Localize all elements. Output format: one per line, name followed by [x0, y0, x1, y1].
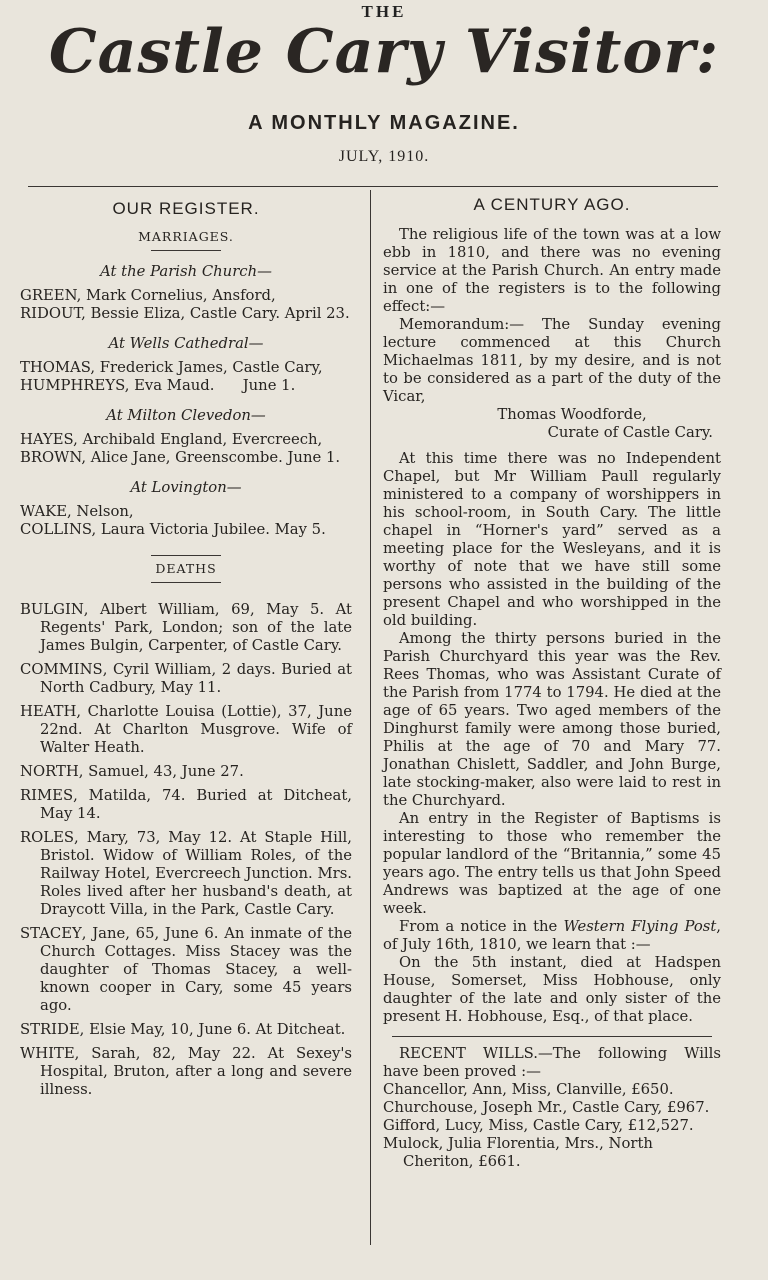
death-entry — [20, 601, 352, 655]
century-paragraph: An entry in the Register of Baptisms is interesting to those who remember the popular landlord of the “Britannia,” some 45 years ago. The entry tells us that John Speed Andrews was baptized at the age of one week. — [383, 810, 721, 917]
death-name: WHITE — [20, 1045, 75, 1062]
death-entry — [20, 1021, 352, 1039]
death-entry — [20, 1045, 352, 1099]
death-name: BULGIN — [20, 601, 84, 618]
deaths-rule-top — [151, 555, 221, 556]
death-text: , Elsie May, 10, June 6. At Ditcheat. — [79, 1021, 346, 1038]
marriage-group — [20, 479, 352, 539]
death-name: STRIDE — [20, 1021, 80, 1038]
marriage-group — [20, 335, 352, 395]
signature-name: Thomas Woodforde, — [497, 406, 647, 423]
marriage-place: At Wells Cathedral— — [108, 335, 264, 352]
marriage-place: At the Parish Church— — [100, 263, 272, 280]
century-paragraph — [383, 918, 721, 954]
death-entry — [20, 925, 352, 1015]
marriages-heading: MARRIAGES. — [138, 229, 234, 244]
issue-date: JULY, 1910. — [338, 148, 430, 165]
death-text: , Matilda, 74. Buried at Ditcheat, May 14. — [40, 787, 352, 822]
notice-text: , of July 16th, 1810, we learn that :— — [383, 918, 722, 953]
death-name: STACEY — [20, 925, 82, 942]
century-paragraph: At this time there was no Independent Chapel, but Mr William Paull regularly ministered to a company of worshippers in his school-room, in South Cary. The little chapel in “Horner's yard” served as a meeting place for the Wesleyans, and it is worthy of note that we have still some persons who assisted in the building of the present Chapel and who worshipped in the old building. — [383, 450, 721, 629]
will-entry: Chancellor, Ann, Miss, Clanville, £650. — [383, 1081, 674, 1098]
wills-intro — [383, 1045, 721, 1081]
marriage-line: RIDOUT, Bessie Eliza, Castle Cary. April 23. — [20, 305, 350, 322]
century-column — [383, 192, 721, 1171]
death-text: , Jane, 65, June 6. An inmate of the Church Cottages. Miss Stacey was the daughter of Thomas Stacey, a well-known cooper in Cary, some 45 years ago. — [40, 925, 352, 1014]
death-entry — [20, 763, 352, 781]
marriages-rule — [151, 250, 221, 251]
century-paragraph: The religious life of the town was at a low ebb in 1810, and there was no evening service at the Parish Church. An entry made in one of the registers is to the following effect:— — [383, 226, 721, 315]
death-text: , Mary, 73, May 12. At Staple Hill, Bristol. Widow of William Roles, of the Railway Hotel, Evercreech Junction. Mrs. Roles lived after her husband's death, at Draycott Villa, in the Park, Castle Cary. — [40, 829, 352, 918]
marriage-line: THOMAS, Frederick James, Castle Cary, — [20, 359, 323, 376]
marriage-place: At Lovington— — [130, 479, 242, 496]
notice-text: From a notice in the — [399, 918, 564, 935]
death-name: RIMES — [20, 787, 74, 804]
marriage-line: WAKE, Nelson, — [20, 503, 134, 520]
century-paragraph: On the 5th instant, died at Hadspen House, Somerset, Miss Hobhouse, only daughter of the late and only sister of the present H. Hobhouse, Esq., of that place. — [383, 954, 721, 1025]
register-column — [20, 196, 352, 1099]
century-title: A CENTURY AGO. — [473, 195, 631, 214]
deaths-heading: DEATHS — [155, 561, 217, 576]
death-entry — [20, 829, 352, 919]
marriage-line: COLLINS, Laura Victoria Jubilee. May 5. — [20, 521, 326, 538]
death-text: , Cyril William, 2 days. Buried at North Cadbury, May 11. — [40, 661, 352, 696]
death-text: , Samuel, 43, June 27. — [78, 763, 244, 780]
death-entry — [20, 703, 352, 757]
death-text: , Albert William, 69, May 5. At Regents' Park, London; son of the late James Bulgin, Carpenter, of Castle Cary. — [40, 601, 352, 654]
column-divider — [370, 190, 371, 1245]
masthead-title: Castle Cary Visitor: — [48, 17, 720, 87]
death-entry — [20, 787, 352, 823]
wills-divider — [392, 1036, 712, 1037]
death-text: , Sarah, 82, May 22. At Sexey's Hospital, Bruton, after a long and severe illness. — [40, 1045, 352, 1098]
marriage-line: BROWN, Alice Jane, Greenscombe. June 1. — [20, 449, 341, 466]
will-entry: Churchouse, Joseph Mr., Castle Cary, £967. — [383, 1099, 710, 1116]
marriage-line: GREEN, Mark Cornelius, Ansford, — [20, 287, 276, 304]
century-paragraph: Memorandum:— The Sunday evening lecture commenced at this Church Michaelmas 1811, by my desire, and is not to be considered as a part of the duty of the Vicar, — [383, 316, 721, 405]
death-entry — [20, 661, 352, 697]
wills-heading: RECENT WILLS. — [399, 1045, 538, 1062]
will-entry: Gifford, Lucy, Miss, Castle Cary, £12,527. — [383, 1117, 694, 1134]
century-paragraph: Among the thirty persons buried in the Parish Churchyard this year was the Rev. Rees Thomas, who was Assistant Curate of the Parish from 1774 to 1794. He died at the age of 65 years. Two aged members of the Dinghurst family were among those buried, Philis at the age of 70 and Mary 77. Jonathan Chislett, Saddler, and John Burge, late stocking-maker, also were laid to rest in the Churchyard. — [383, 630, 721, 809]
register-title: OUR REGISTER. — [112, 199, 260, 218]
marriage-group — [20, 407, 352, 467]
masthead-the: THE — [361, 2, 407, 21]
marriage-place: At Milton Clevedon— — [106, 407, 266, 424]
masthead-subtitle: A MONTHLY MAGAZINE. — [248, 112, 520, 134]
death-text: , Charlotte Louisa (Lottie), 37, June 22nd. At Charlton Musgrove. Wife of Walter Heath. — [40, 703, 352, 756]
death-name: COMMINS — [20, 661, 103, 678]
marriage-group — [20, 263, 352, 323]
will-entry: Mulock, Julia Florentia, Mrs., North Cheriton, £661. — [383, 1135, 653, 1170]
marriage-line: HAYES, Archibald England, Evercreech, — [20, 431, 323, 448]
deaths-rule — [151, 582, 221, 583]
newspaper-name: Western Flying Post — [563, 918, 717, 935]
marriage-line: HUMPHREYS, Eva Maud. June 1. — [20, 377, 296, 394]
wills-intro-text: —The following Wills have been proved :— — [383, 1045, 721, 1080]
death-name: HEATH — [20, 703, 77, 720]
death-name: NORTH — [20, 763, 79, 780]
signature-title: Curate of Castle Cary. — [547, 424, 713, 441]
header-divider — [28, 186, 718, 187]
death-name: ROLES — [20, 829, 75, 846]
